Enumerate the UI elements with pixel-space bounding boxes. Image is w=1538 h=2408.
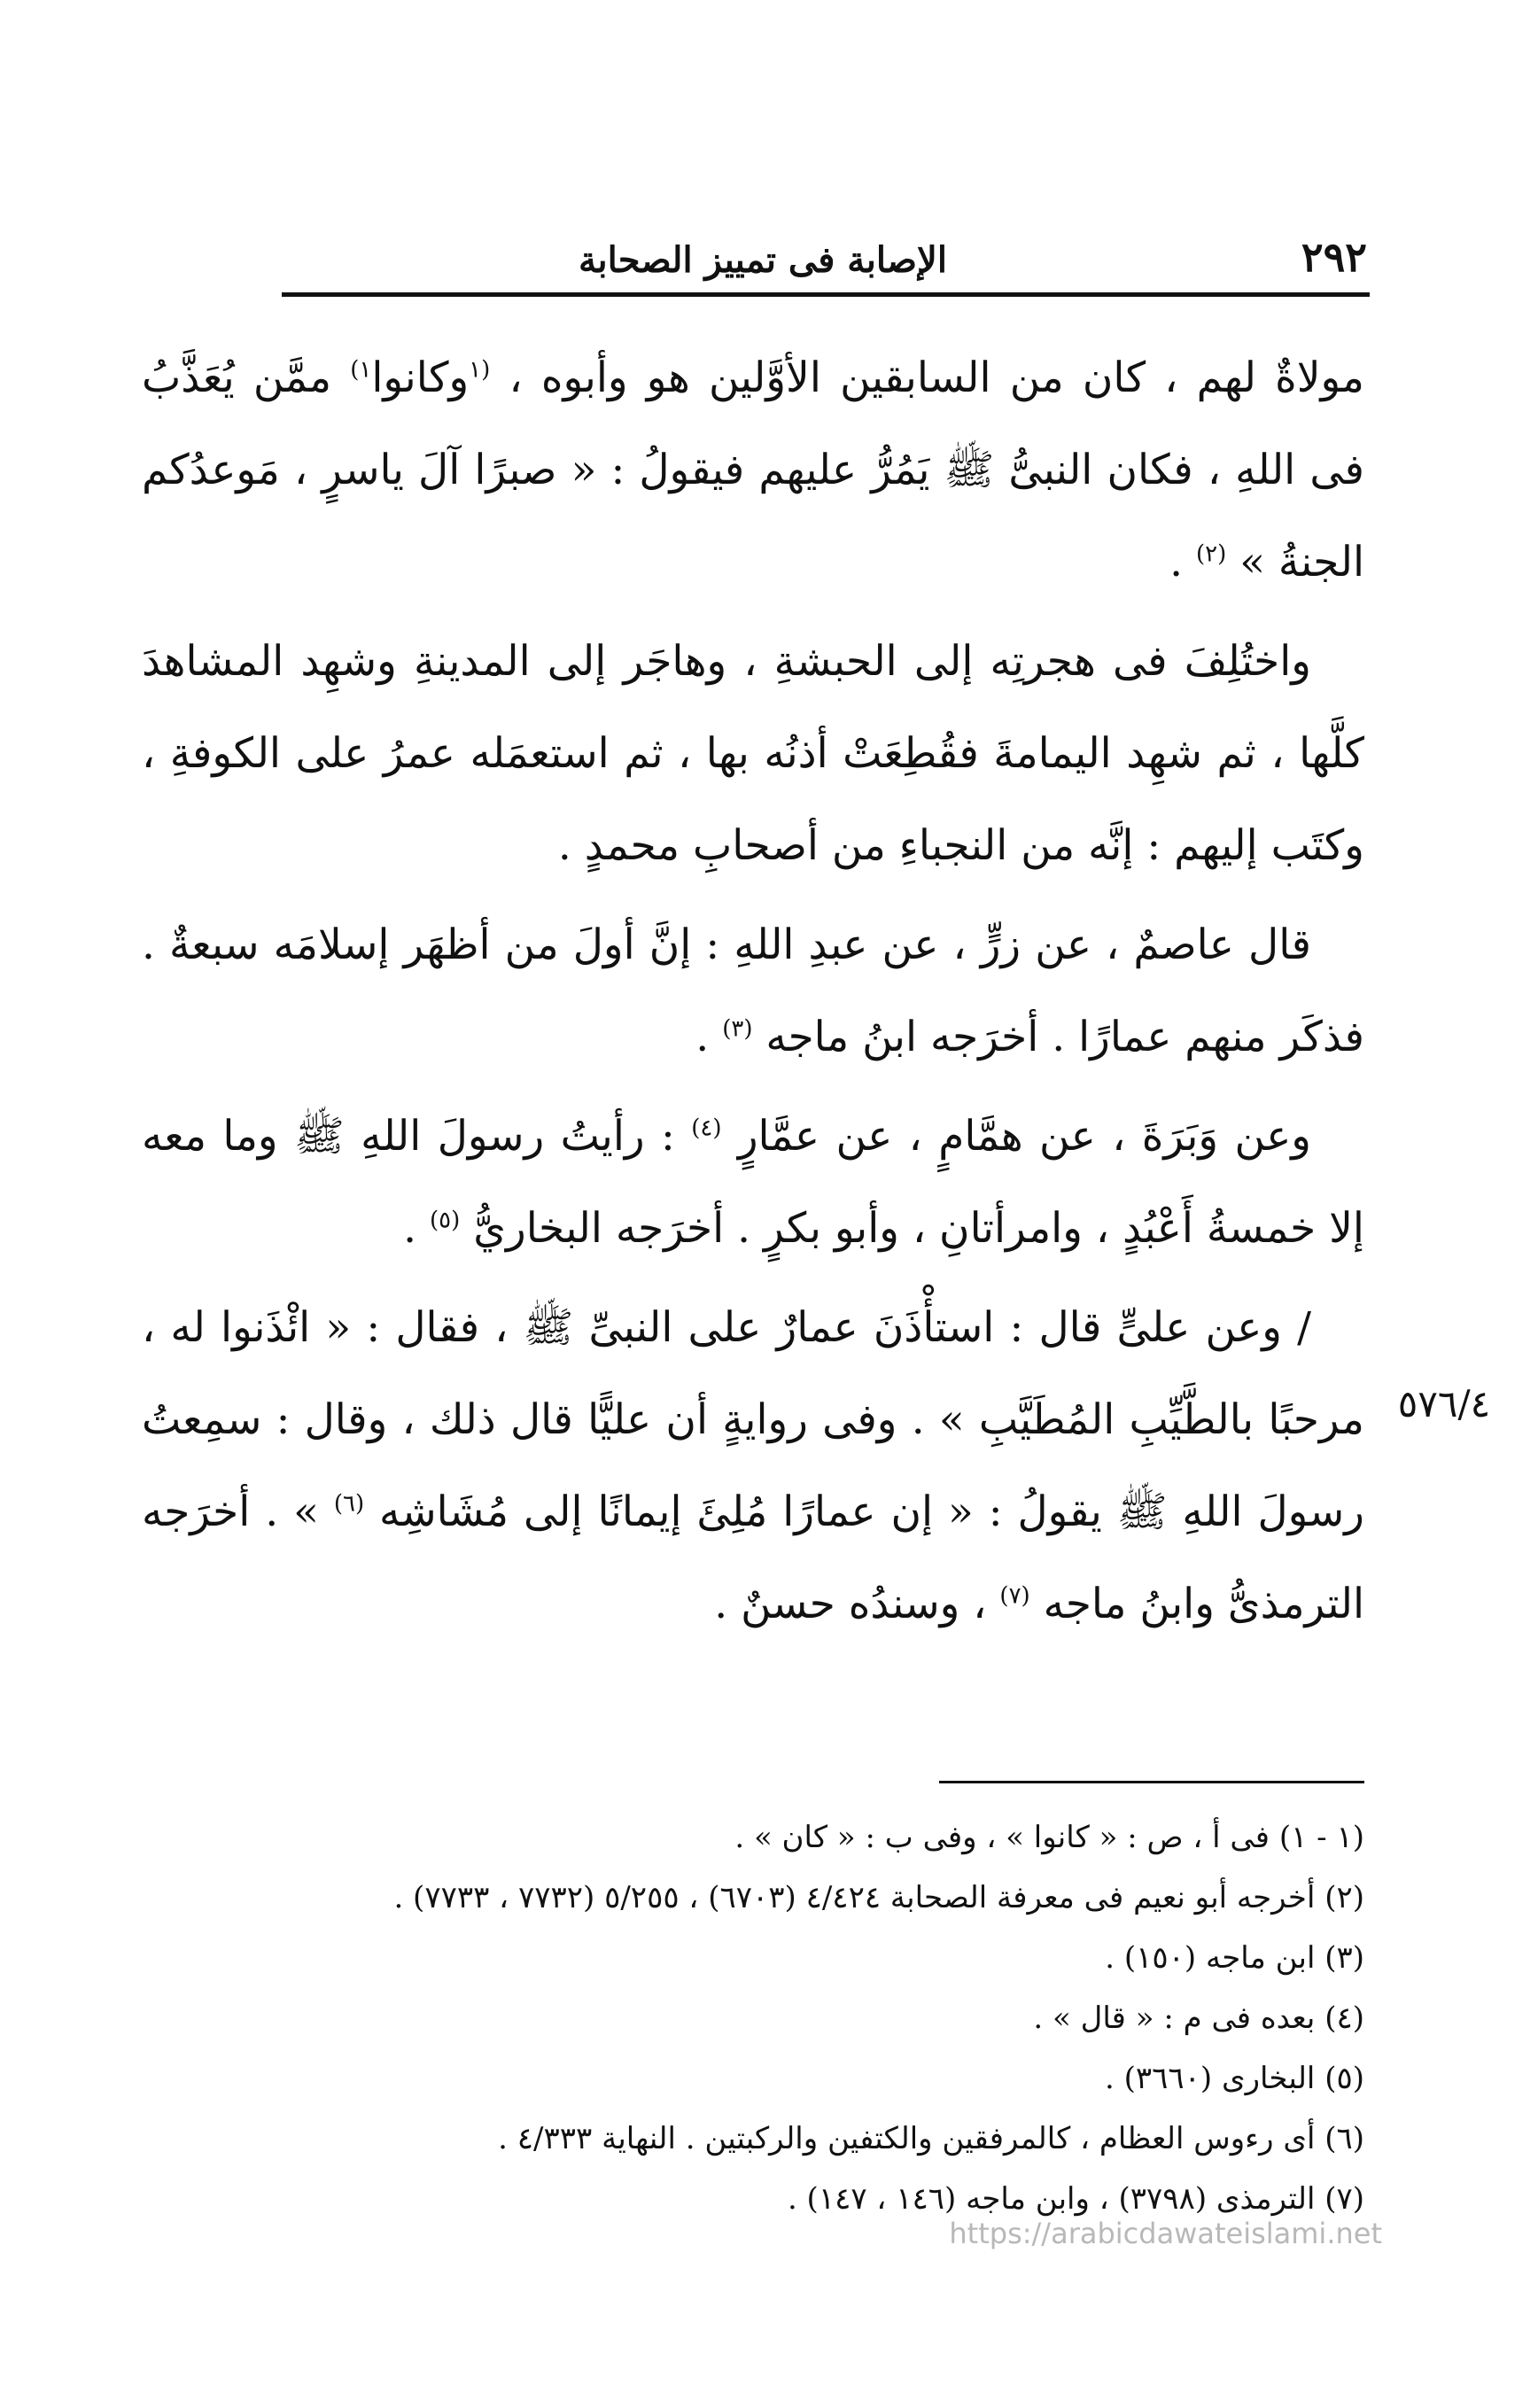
running-title: الإصابة فى تمييز الصحابة — [579, 239, 947, 281]
footnote-marker: (٣) — [722, 1015, 753, 1043]
text-run: . — [403, 1204, 430, 1253]
footnote-3: (٣) ابن ماجه (١٥٠) . — [1105, 1940, 1364, 1976]
paragraph-2 — [142, 616, 1364, 892]
header-rule — [282, 292, 1370, 297]
text-run: واختُلِفَ فى هجرتِه إلى الحبشةِ ، وهاجَر إلى المدينةِ وشهِد المشاهدَ كلَّها ، ثم شهِد اليمامةَ فقُطِعَتْ أذنُه بها ، ثم استعمَله عمرُ على الكوفةِ ، وكتَب إليهم : إنَّه من النجباءِ من أصحابِ محمدٍ . — [142, 637, 1364, 870]
paragraph-4 — [142, 1091, 1364, 1275]
watermark-url: https://arabicdawateislami.net — [949, 2217, 1382, 2250]
footnote-4: (٤) بعده فى م : « قال » . — [1033, 2000, 1364, 2036]
text-run: ، وسندُه حسنٌ . — [714, 1580, 1000, 1628]
margin-reference: ٥٧٦/٤ — [1397, 1382, 1491, 1425]
footnote-marker: ١) — [350, 356, 372, 384]
paragraph-3 — [142, 899, 1364, 1084]
footnote-marker: (١ — [469, 356, 491, 384]
main-text — [142, 332, 1364, 1658]
text-run: : رأيتُ رسولَ اللهِ ﷺ وما معه إلا خمسةُ أَعْبُدٍ ، وامرأتانِ ، وأبو بكرٍ . أخرَجه البخاريُّ — [142, 1112, 1364, 1253]
page-header — [286, 226, 1367, 281]
text-run: قال عاصمٌ ، عن زرٍّ ، عن عبدِ اللهِ : إنَّ أولَ من أظهَر إسلامَه سبعةٌ . فذكَر منهم عمارًا . أخرَجه ابنُ ماجه — [142, 920, 1364, 1061]
footnote-7: (٧) الترمذى (٣٧٩٨) ، وابن ماجه (١٤٦ ، ١٤٧) . — [787, 2181, 1364, 2217]
text-run: مولاةٌ لهم ، كان من السابقين الأوَّلين هو وأبوه ، — [490, 353, 1364, 402]
text-run: . — [695, 1013, 723, 1061]
footnote-2: (٢) أخرجه أبو نعيم فى معرفة الصحابة ٤/٤٢٤ (٦٧٠٣) ، ٥/٢٥٥ (٧٧٣٢ ، ٧٧٣٣) . — [393, 1880, 1364, 1915]
text-run: ممَّن يُعَذَّبُ فى اللهِ ، فكان النبىُّ ﷺ يَمُرُّ عليهم فيقولُ : « صبرًا آلَ ياسرٍ ، مَوعدُكم الجنةُ » — [142, 353, 1364, 586]
footnotes — [186, 1807, 1364, 2229]
footnote-marker: (٢) — [1195, 540, 1227, 568]
footnote-marker: (٥) — [430, 1207, 461, 1234]
footnote-1: (١ - ١) فى أ ، ص : « كانوا » ، وفى ب : « كان » . — [734, 1820, 1364, 1855]
text-run: وكانوا — [371, 353, 470, 402]
page-number: ٢٩٢ — [1301, 233, 1367, 281]
text-run: » . أخرَجه الترمذىُّ وابنُ ماجه — [142, 1488, 1364, 1628]
footnote-marker: (٧) — [999, 1582, 1030, 1610]
paragraph-5 — [142, 1282, 1364, 1651]
footnote-6: (٦) أى رءوس العظام ، كالمرفقين والكتفين والركبتين . النهاية ٤/٣٣٣ . — [498, 2121, 1364, 2156]
paragraph-1 — [142, 332, 1364, 609]
footnote-rule — [939, 1781, 1364, 1783]
text-run: / وعن علىٍّ قال : استأْذَنَ عمارٌ على النبىِّ ﷺ ، فقال : « ائْذَنوا له ، مرحبًا بالطَّيِّبِ المُطَيَّبِ » . وفى روايةٍ أن عليًّا قال ذلك ، وقال : سمِعتُ رسولَ اللهِ ﷺ يقولُ : « إن عمارًا مُلِئَ إيمانًا إلى مُشَاشِه — [142, 1303, 1365, 1536]
text-run: وعن وَبَرَةَ ، عن همَّامٍ ، عن عمَّارٍ — [721, 1112, 1312, 1161]
footnote-5: (٥) البخارى (٣٦٦٠) . — [1104, 2061, 1364, 2096]
footnote-marker: (٤) — [691, 1115, 722, 1142]
footnote-marker: (٦) — [333, 1490, 365, 1518]
text-run: . — [1169, 538, 1196, 586]
